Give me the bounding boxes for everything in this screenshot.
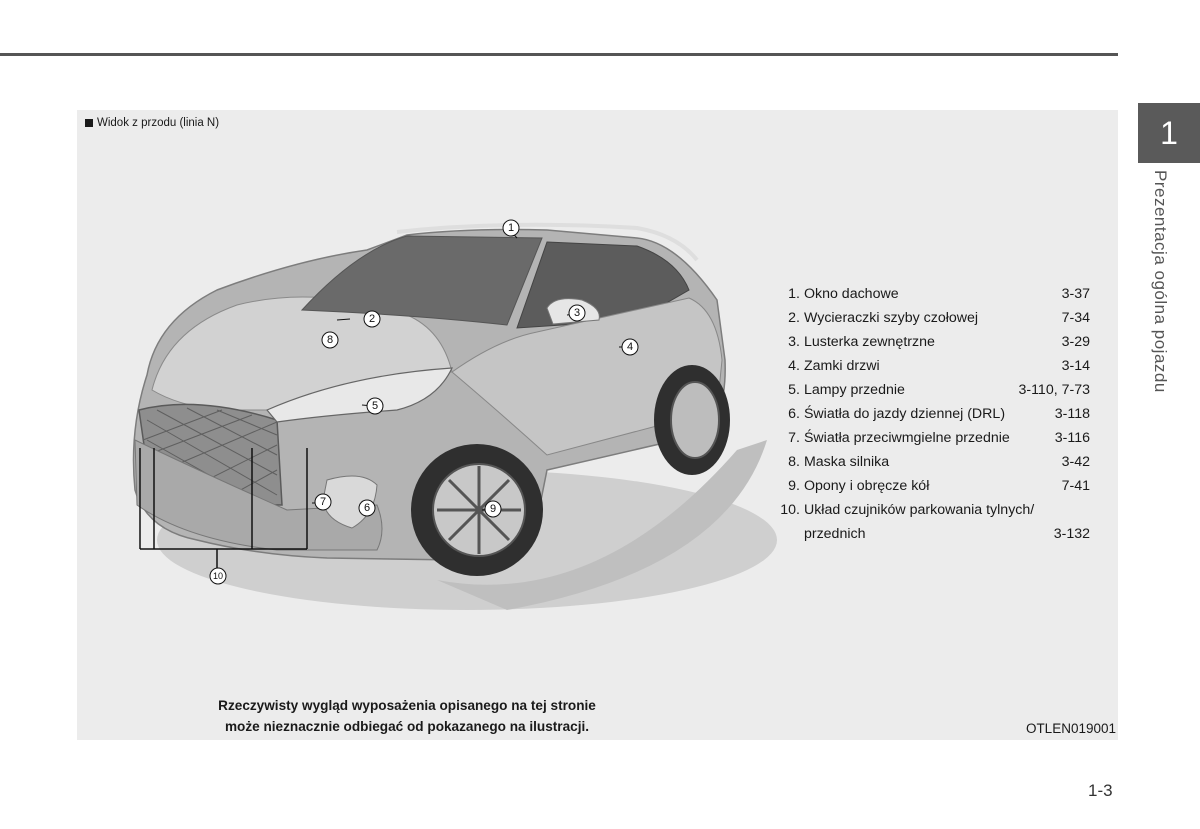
callout-8 — [322, 332, 338, 348]
figure-panel — [77, 110, 1118, 740]
svg-text:9: 9 — [489, 503, 497, 515]
rear-rim — [671, 382, 719, 458]
legend-item: 3. Lusterka zewnętrzne 3-29 — [774, 330, 1090, 354]
callout-2 — [364, 311, 380, 327]
top-rule — [0, 53, 1118, 56]
callout-1 — [503, 220, 519, 236]
legend-page-ref: 3-42 — [1061, 454, 1090, 470]
callout-4 — [622, 339, 638, 355]
legend-item: 8. Maska silnika 3-42 — [774, 450, 1090, 474]
disclaimer-line-2: może nieznacznie odbiegać od pokazanego na ilustracji. — [224, 719, 590, 734]
legend-item: 7. Światła przeciwmgielne przednie 3-116 — [774, 426, 1090, 450]
illustration-disclaimer — [207, 695, 607, 737]
legend-item: 10. Układ czujników parkowania tylnych/ — [780, 502, 1035, 518]
svg-text:5: 5 — [371, 400, 379, 412]
callout-9 — [485, 501, 501, 517]
callout-6 — [359, 500, 375, 516]
legend-page-ref: 3-29 — [1061, 334, 1090, 350]
callout-5 — [367, 398, 383, 414]
page-number: 1-3 — [1088, 781, 1113, 800]
legend-item: 6. Światła do jazdy dziennej (DRL) 3-118 — [774, 402, 1090, 426]
legend-page-ref: 3-116 — [1054, 430, 1090, 446]
callout-7 — [315, 494, 331, 510]
legend-item: 9. Opony i obręcze kół 7-41 — [774, 474, 1090, 498]
view-heading-text: Widok z przodu (linia N) — [97, 117, 220, 129]
legend-item: 5. Lampy przednie 3-110, 7-73 — [774, 378, 1090, 402]
callout-3 — [569, 305, 585, 321]
legend-item: 4. Zamki drzwi 3-14 — [774, 354, 1090, 378]
chapter-number-tab: 1 — [1138, 103, 1200, 163]
legend-page-ref: 3-118 — [1054, 406, 1090, 422]
disclaimer-line-1: Rzeczywisty wygląd wyposażenia opisanego na tej stronie — [218, 698, 596, 713]
legend-item: 2. Wycieraczki szyby czołowej 7-34 — [774, 306, 1090, 330]
chapter-title: Prezentacja ogólna pojazdu — [1151, 170, 1170, 393]
svg-text:3: 3 — [573, 307, 581, 319]
legend-item: 1. Okno dachowe 3-37 — [774, 282, 1090, 306]
callout-10 — [210, 568, 226, 584]
svg-text:4: 4 — [626, 341, 634, 353]
svg-text:6: 6 — [363, 502, 371, 514]
legend-item-continuation: przednich 3-132 — [774, 522, 1090, 546]
legend-page-ref: 3-132 — [1053, 526, 1090, 542]
svg-text:1: 1 — [507, 222, 515, 234]
svg-text:7: 7 — [319, 496, 327, 508]
svg-text:2: 2 — [368, 313, 376, 325]
svg-text:8: 8 — [326, 334, 334, 346]
parts-legend — [774, 282, 1090, 546]
legend-page-ref: 3-110, 7-73 — [1018, 382, 1090, 398]
legend-page-ref: 7-41 — [1061, 478, 1090, 494]
svg-text:10: 10 — [212, 571, 224, 581]
windshield — [302, 236, 542, 325]
legend-page-ref: 3-37 — [1061, 286, 1090, 302]
legend-page-ref: 7-34 — [1061, 310, 1090, 326]
car-front-illustration — [77, 110, 777, 670]
figure-code: OTLEN019001 — [1025, 721, 1116, 736]
legend-page-ref: 3-14 — [1061, 358, 1090, 374]
